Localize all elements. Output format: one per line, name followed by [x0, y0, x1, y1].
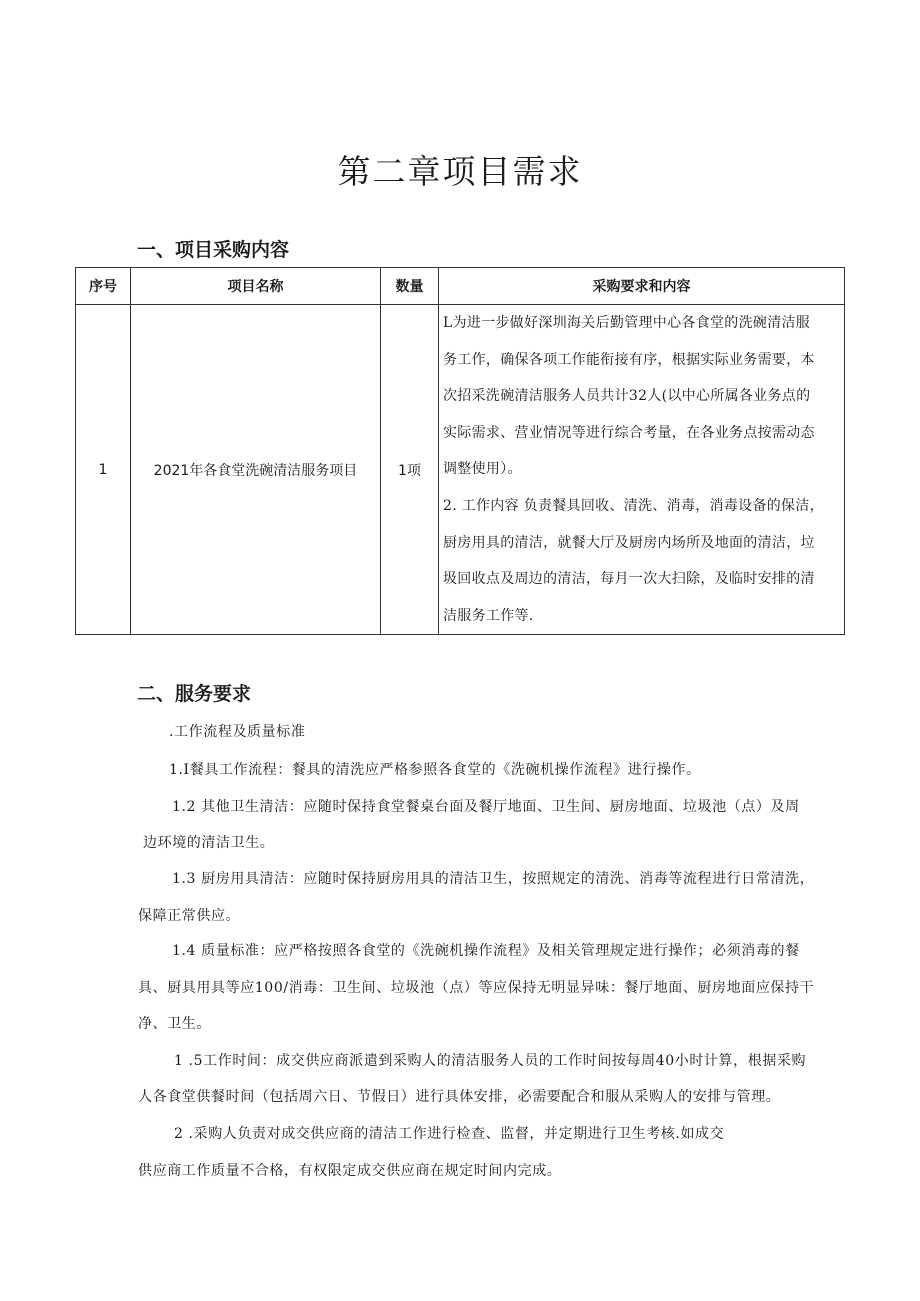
- paragraph-1-3: 1.3 厨房用具清洁：应随时保持厨房用具的清洁卫生，按照规定的清洗、消毒等流程进行日常清洗，: [172, 871, 815, 887]
- paragraph-1-4: 1.4 质量标准：应严格按照各食堂的《洗碗机操作流程》及相关管理规定进行操作；必须消毒的餐: [172, 943, 800, 959]
- paragraph-2: 2 .采购人负责对成交供应商的清洁工作进行检查、监督，并定期进行卫生考核.如成交: [174, 1126, 725, 1142]
- content-line: 2. 工作内容 负责餐具回收、清洗、消毒，消毒设备的保洁，: [443, 497, 824, 514]
- paragraph-1-5: 1 .5工作时间：成交供应商派遣到采购人的清洁服务人员的工作时间按每周40小时计算，根据采购: [174, 1053, 807, 1069]
- header-content: 采购要求和内容: [439, 268, 845, 305]
- procurement-table: [75, 267, 845, 635]
- paragraph-2-cont: 供应商工作质量不合格，有权限定成交供应商在规定时间内完成。: [138, 1163, 562, 1179]
- paragraph-1-2-cont: 边环境的清洁卫生。: [143, 835, 275, 851]
- table-header-row: [76, 268, 845, 305]
- section-heading-procurement: 一、项目采购内容: [137, 239, 290, 261]
- paragraph-1-5-cont: 人各食堂供餐时间（包括周六日、节假日）进行具体安排，必需要配合和服从采购人的安排与管理。: [138, 1089, 781, 1105]
- content-line: 次招采洗碗清洁服务人员共计32人(以中心所属各业务点的: [443, 388, 811, 405]
- header-index: 序号: [76, 268, 131, 305]
- chapter-title: 第二章项目需求: [337, 152, 583, 191]
- content-line: 圾回收点及周边的清洁，每月一次大扫除，及临时安排的清: [443, 571, 815, 588]
- paragraph-1-2: 1.2 其他卫生清洁：应随时保持食堂餐桌台面及餐厅地面、卫生间、厨房地面、垃圾池（点）及周: [172, 799, 800, 815]
- content-line: 调整使用）。: [443, 461, 522, 478]
- paragraph-1-4-cont2: 净、卫生。: [138, 1016, 211, 1032]
- content-line: 洁服务工作等.: [443, 607, 534, 624]
- cell-qty: 1项: [381, 305, 439, 635]
- header-name: 项目名称: [131, 268, 381, 305]
- content-line: L为进一步做好深圳海关后勤管理中心各食堂的洗碗清洁服: [443, 315, 811, 331]
- content-line: 实际需求、营业情况等进行综合考量，在各业务点按需动态: [443, 424, 815, 441]
- header-qty: 数量: [381, 268, 439, 305]
- paragraph-1-3-cont: 保障正常供应。: [138, 908, 241, 924]
- content-line: 厨房用具的清洁，就餐大厅及厨房内场所及地面的清洁，垃: [443, 534, 815, 551]
- paragraph-1-1: 1.I餐具工作流程：餐具的清洗应严格参照各食堂的《洗碗机操作流程》进行操作。: [169, 762, 701, 778]
- cell-content: [439, 305, 845, 635]
- table-row: [76, 305, 845, 635]
- content-line: 务工作，确保各项工作能衔接有序，根据实际业务需要，本: [443, 351, 815, 368]
- cell-name: 2021年各食堂洗碗清洁服务项目: [131, 305, 381, 635]
- paragraph-workflow-heading: .工作流程及质量标准: [169, 724, 306, 740]
- cell-index: 1: [76, 305, 131, 635]
- paragraph-1-4-cont: 具、厨具用具等应100/消毒：卫生间、垃圾池（点）等应保持无明显异味：餐厅地面、厨房地面应保持干: [138, 980, 815, 996]
- section-heading-service: 二、服务要求: [137, 683, 252, 705]
